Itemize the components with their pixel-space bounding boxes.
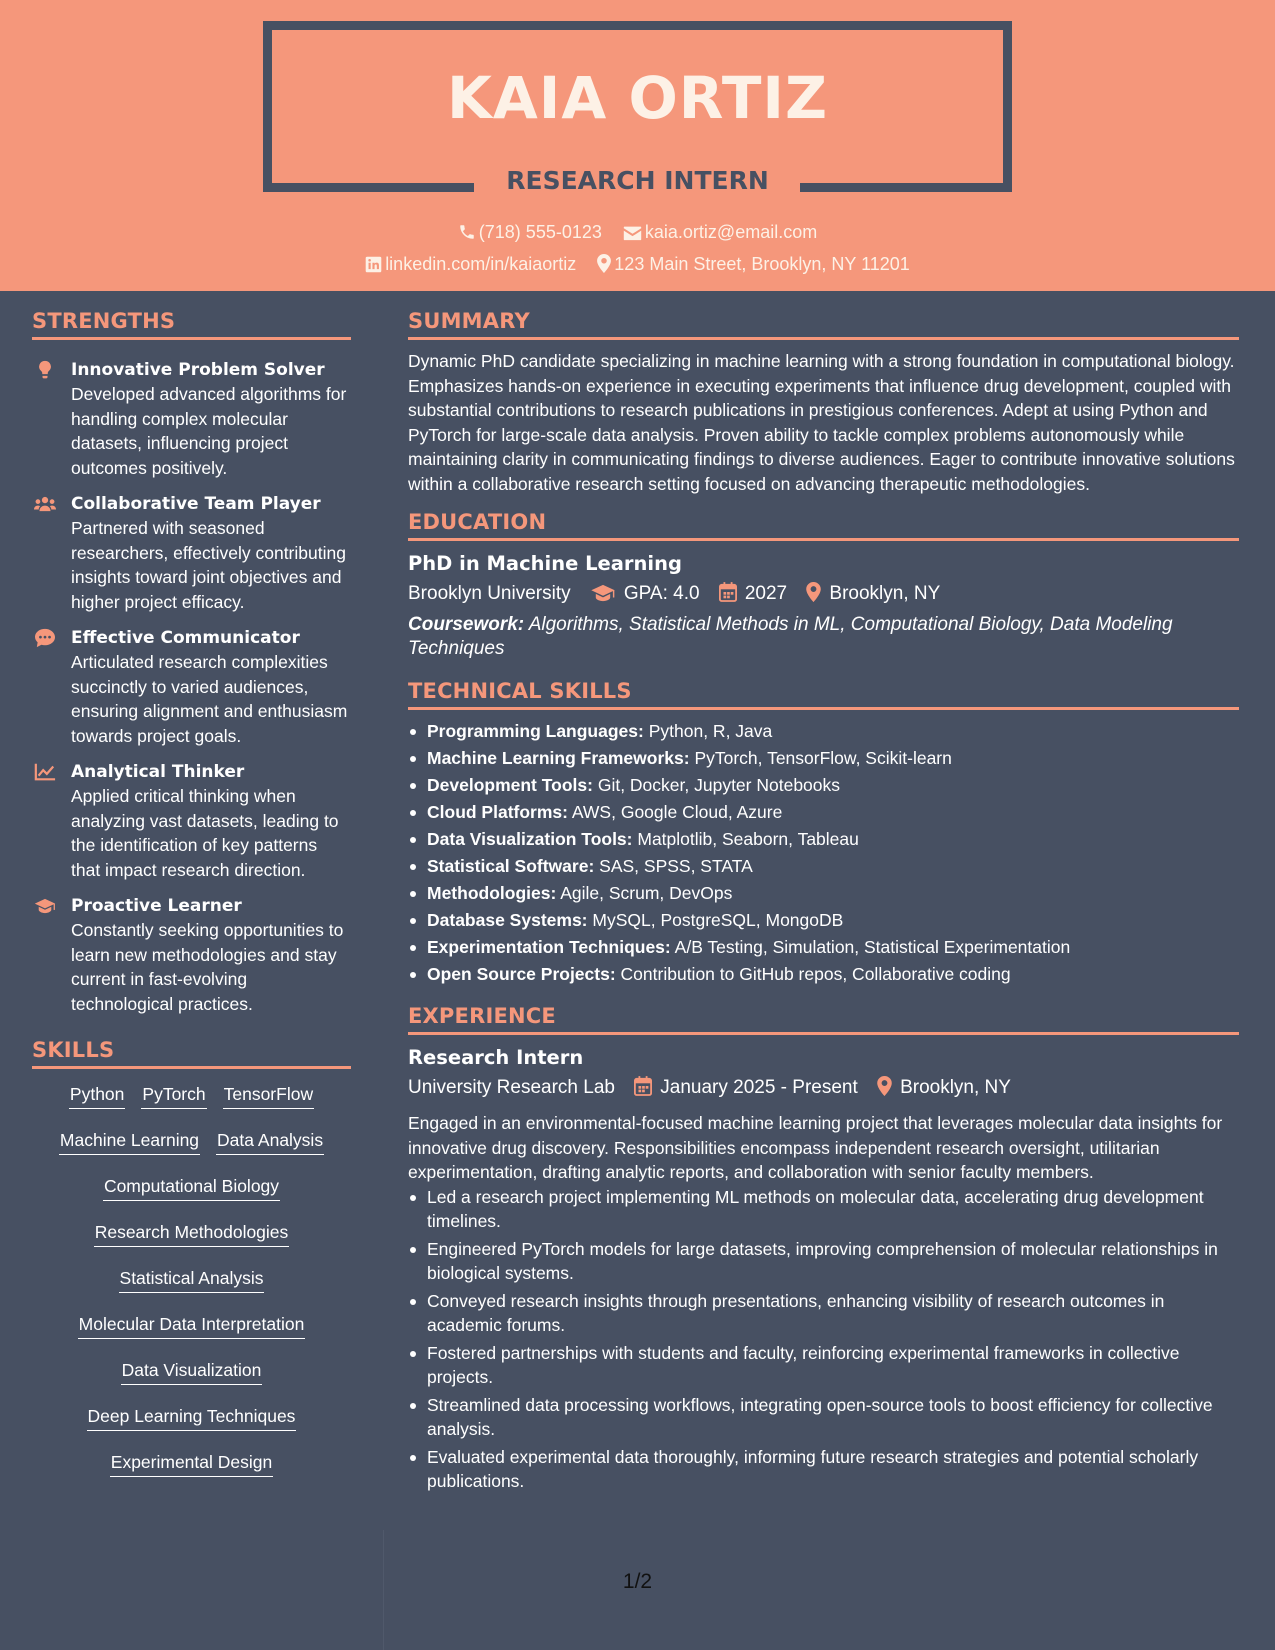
skill-tag: Research Methodologies xyxy=(94,1221,290,1247)
list-item: Engineered PyTorch models for large datasets, improving comprehension of molecular relationships in biological systems. xyxy=(408,1237,1239,1286)
strength-description: Partnered with seasoned researchers, effectively contributing insights toward joint objectives and higher project efficacy. xyxy=(71,518,346,612)
map-marker-icon xyxy=(806,582,821,602)
strength-description: Applied critical thinking when analyzing vast datasets, leading to the identification of key patterns that impact research direction. xyxy=(71,786,339,880)
list-item: Streamlined data processing workflows, integrating open-source tools to boost efficiency for collective analysis. xyxy=(408,1393,1239,1442)
experience-description: Engaged in an environmental-focused machine learning project that leverages molecular data insights for innovative drug discovery. Responsibilities encompass independent research oversight, utilitarian experimentation, drafting analytic reports, and collaboration with senior faculty members. xyxy=(408,1113,1223,1183)
school-name: Brooklyn University xyxy=(408,583,571,604)
coursework-label: Coursework: xyxy=(408,614,525,636)
experience-heading: EXPERIENCE xyxy=(408,1004,1239,1035)
skill-tag: PyTorch xyxy=(141,1083,206,1109)
skills-list xyxy=(32,1083,351,1497)
envelope-icon xyxy=(623,225,642,241)
strength-description: Developed advanced algorithms for handling complex molecular datasets, influencing project outcomes positively. xyxy=(71,384,347,478)
list-item: Machine Learning Frameworks: PyTorch, TensorFlow, Scikit-learn xyxy=(408,745,1239,772)
resume-header xyxy=(0,0,1275,291)
list-item: Fostered partnerships with students and faculty, reinforcing experimental frameworks in collective projects. xyxy=(408,1341,1239,1390)
skill-tag: TensorFlow xyxy=(223,1083,314,1109)
list-item: Statistical Software: SAS, SPSS, STATA xyxy=(408,853,1239,880)
list-item: Database Systems: MySQL, PostgreSQL, MongoDB xyxy=(408,907,1239,934)
skill-tag: Machine Learning xyxy=(59,1129,200,1155)
contact-row-1 xyxy=(0,221,1275,243)
list-item: Methodologies: Agile, Scrum, DevOps xyxy=(408,880,1239,907)
strength-item xyxy=(32,894,351,1016)
list-item: Development Tools: Git, Docker, Jupyter Notebooks xyxy=(408,772,1239,799)
skill-tag: Computational Biology xyxy=(103,1175,280,1201)
experience-dates: January 2025 - Present xyxy=(634,1073,858,1103)
coursework xyxy=(408,613,1239,661)
list-item: Experimentation Techniques: A/B Testing, Simulation, Statistical Experimentation xyxy=(408,934,1239,961)
page-number: 1/2 xyxy=(622,1570,653,1593)
skill-tag: Deep Learning Techniques xyxy=(87,1405,297,1431)
strength-title: Innovative Problem Solver xyxy=(71,360,325,380)
education-meta xyxy=(408,579,1239,609)
map-marker-icon xyxy=(597,254,611,273)
list-item: Open Source Projects: Contribution to GitHub repos, Collaborative coding xyxy=(408,961,1239,988)
skill-tag: Experimental Design xyxy=(110,1451,273,1477)
strength-item xyxy=(32,358,351,480)
skill-tag: Data Analysis xyxy=(216,1129,324,1155)
technical-skills-list xyxy=(408,718,1239,988)
strength-title: Analytical Thinker xyxy=(71,762,245,782)
experience-bullets xyxy=(408,1185,1239,1494)
technical-skills-heading: TECHNICAL SKILLS xyxy=(408,679,1239,710)
phone-icon xyxy=(458,223,476,241)
map-marker-icon xyxy=(877,1076,892,1096)
summary-text: Dynamic PhD candidate specializing in machine learning with a strong foundation in computational biology. Emphasizes hands-on experience in executing experiments that influence drug development, coupled with substantial contributions to research publications in prestigious conferences. Adept at using Python and PyTorch for large-scale data analysis. Proven ability to tackle complex problems autonomously while maintaining clarity in communicating findings to diverse audiences. Eager to contribute innovative solutions within a collaborative research setting focused on advancing therapeutic methodologies. xyxy=(408,351,1235,494)
summary-heading: SUMMARY xyxy=(408,309,1239,340)
calendar-icon xyxy=(719,582,737,602)
right-column xyxy=(408,291,1239,1497)
contact-phone[interactable]: (718) 555-0123 xyxy=(458,222,602,243)
list-item: Led a research project implementing ML methods on molecular data, accelerating drug development timelines. xyxy=(408,1185,1239,1234)
linkedin-icon xyxy=(365,256,382,273)
list-item: Conveyed research insights through presentations, enhancing visibility of research outcomes in academic forums. xyxy=(408,1289,1239,1338)
contact-address: 123 Main Street, Brooklyn, NY 11201 xyxy=(597,254,910,275)
calendar-icon xyxy=(634,1076,652,1096)
experience-section xyxy=(408,1004,1239,1494)
comment-dots-icon xyxy=(34,628,56,648)
coursework-list: Algorithms, Statistical Methods in ML, Computational Biology, Data Modeling Techniques xyxy=(408,614,1173,660)
contact-linkedin[interactable]: linkedin.com/in/kaiaortiz xyxy=(365,254,576,275)
gpa: GPA: 4.0 xyxy=(590,579,700,609)
strength-item xyxy=(32,760,351,882)
education-location: Brooklyn, NY xyxy=(806,579,940,609)
strength-title: Proactive Learner xyxy=(71,896,242,916)
strengths-heading: STRENGTHS xyxy=(32,309,351,340)
skill-tag: Statistical Analysis xyxy=(119,1267,265,1293)
strength-description: Constantly seeking opportunities to learn new methodologies and stay current in fast-evolving technological practices. xyxy=(71,920,344,1014)
strength-description: Articulated research complexities succinctly to varied audiences, ensuring alignment and enthusiasm towards project goals. xyxy=(71,652,348,746)
contact-email[interactable]: kaia.ortiz@email.com xyxy=(623,222,817,243)
skills-heading: SKILLS xyxy=(32,1038,351,1069)
strength-title: Collaborative Team Player xyxy=(71,494,321,514)
skill-tag: Python xyxy=(69,1083,125,1109)
degree-title: PhD in Machine Learning xyxy=(408,552,682,575)
chart-line-icon xyxy=(34,762,56,782)
users-icon xyxy=(34,494,56,514)
strength-title: Effective Communicator xyxy=(71,628,300,648)
candidate-name: KAIA ORTIZ xyxy=(446,64,829,132)
left-column xyxy=(32,291,351,1497)
strengths-list xyxy=(32,358,351,1016)
graduation-cap-icon xyxy=(590,584,616,602)
summary-section xyxy=(408,309,1239,496)
strength-item xyxy=(32,492,351,614)
strength-item xyxy=(32,626,351,748)
education-section xyxy=(408,510,1239,661)
list-item: Data Visualization Tools: Matplotlib, Seaborn, Tableau xyxy=(408,826,1239,853)
lightbulb-icon xyxy=(34,360,56,380)
skill-tag: Data Visualization xyxy=(121,1359,263,1385)
technical-skills-section xyxy=(408,679,1239,988)
experience-meta xyxy=(408,1073,1239,1103)
graduation-cap-icon xyxy=(34,896,56,916)
graduation-year: 2027 xyxy=(719,579,787,609)
experience-location: Brooklyn, NY xyxy=(877,1073,1011,1103)
education-heading: EDUCATION xyxy=(408,510,1239,541)
list-item: Cloud Platforms: AWS, Google Cloud, Azure xyxy=(408,799,1239,826)
job-title: RESEARCH INTERN xyxy=(506,166,769,195)
list-item: Programming Languages: Python, R, Java xyxy=(408,718,1239,745)
list-item: Evaluated experimental data thoroughly, informing future research strategies and potential scholarly publications. xyxy=(408,1445,1239,1494)
organization-name: University Research Lab xyxy=(408,1077,615,1099)
contact-row-2 xyxy=(0,253,1275,275)
experience-role: Research Intern xyxy=(408,1046,584,1070)
skill-tag: Molecular Data Interpretation xyxy=(78,1313,306,1339)
